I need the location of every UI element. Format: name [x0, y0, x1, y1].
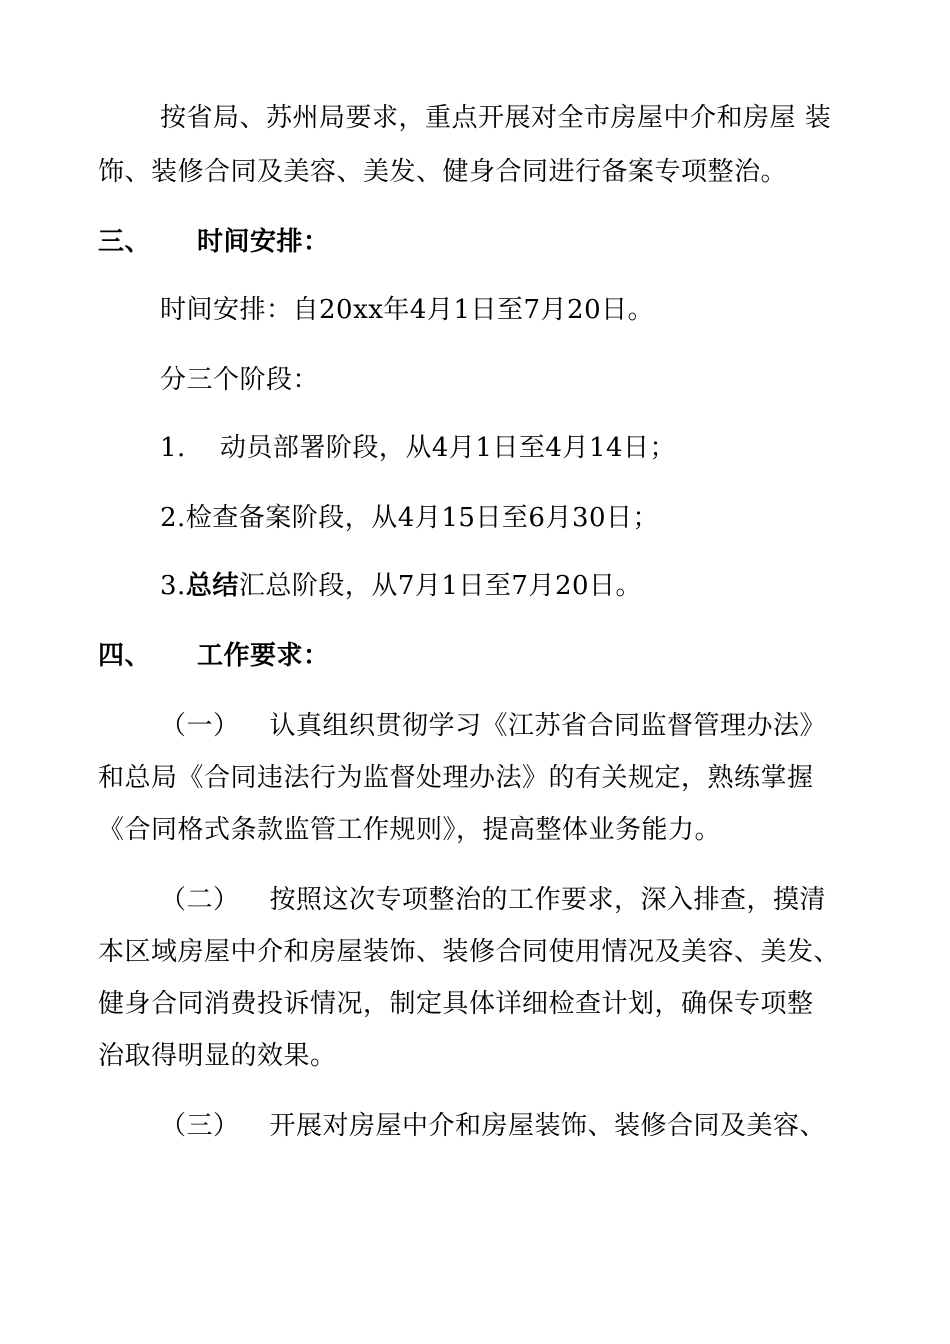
item-number: （一） — [160, 711, 240, 741]
phase-text: 动员部署阶段，从4月1日至4月14日； — [219, 433, 677, 463]
schedule-line: 时间安排：自20xx年4月1日至7月20日。 — [160, 295, 655, 325]
phases-intro: 分三个阶段： — [160, 365, 320, 395]
requirement-3-line-1 — [160, 1110, 920, 1142]
phase-2: 2.检查备案阶段，从4月15日至6月30日； — [160, 503, 660, 533]
item-text: 认真组织贯彻学习《江苏省合同监督管理办法》 — [269, 711, 827, 741]
section-heading-3 — [98, 226, 858, 258]
phase-number: 1. — [160, 433, 186, 463]
requirement-2-line-1 — [160, 884, 920, 916]
requirement-2-line-2: 本区域房屋中介和房屋装饰、装修合同使用情况及美容、美发、 — [98, 937, 841, 967]
phase-3 — [160, 570, 920, 602]
requirement-2-line-4: 治取得明显的效果。 — [98, 1041, 337, 1071]
requirement-1-line-3: 《合同格式条款监管工作规则》，提高整体业务能力。 — [98, 815, 722, 845]
section-title: 时间安排： — [197, 227, 330, 257]
requirement-2-line-3: 健身合同消费投诉情况，制定具体详细检查计划，确保专项整 — [98, 989, 814, 1019]
item-text: 开展对房屋中介和房屋装饰、装修合同及美容、 — [269, 1111, 827, 1141]
section-title: 工作要求： — [197, 641, 330, 671]
paragraph-line: 饰、装修合同及美容、美发、健身合同进行备案专项整治。 — [98, 157, 788, 187]
item-number: （三） — [160, 1111, 240, 1141]
phase-1 — [160, 432, 920, 464]
item-number: （二） — [160, 885, 240, 915]
section-heading-4 — [98, 640, 858, 672]
phase-bold-text: 总结 — [185, 571, 239, 601]
item-text: 按照这次专项整治的工作要求，深入排查，摸清 — [269, 885, 827, 915]
phase-text: 汇总阶段，从7月1日至7月20日。 — [238, 571, 643, 601]
phase-number: 3. — [160, 571, 186, 601]
requirement-1-line-1 — [160, 710, 920, 742]
section-number: 三、 — [98, 227, 152, 257]
requirement-1-line-2: 和总局《合同违法行为监督处理办法》的有关规定，熟练掌握 — [98, 763, 814, 793]
section-number: 四、 — [98, 641, 152, 671]
paragraph-line: 按省局、苏州局要求，重点开展对全市房屋中介和房屋 装 — [160, 103, 832, 133]
